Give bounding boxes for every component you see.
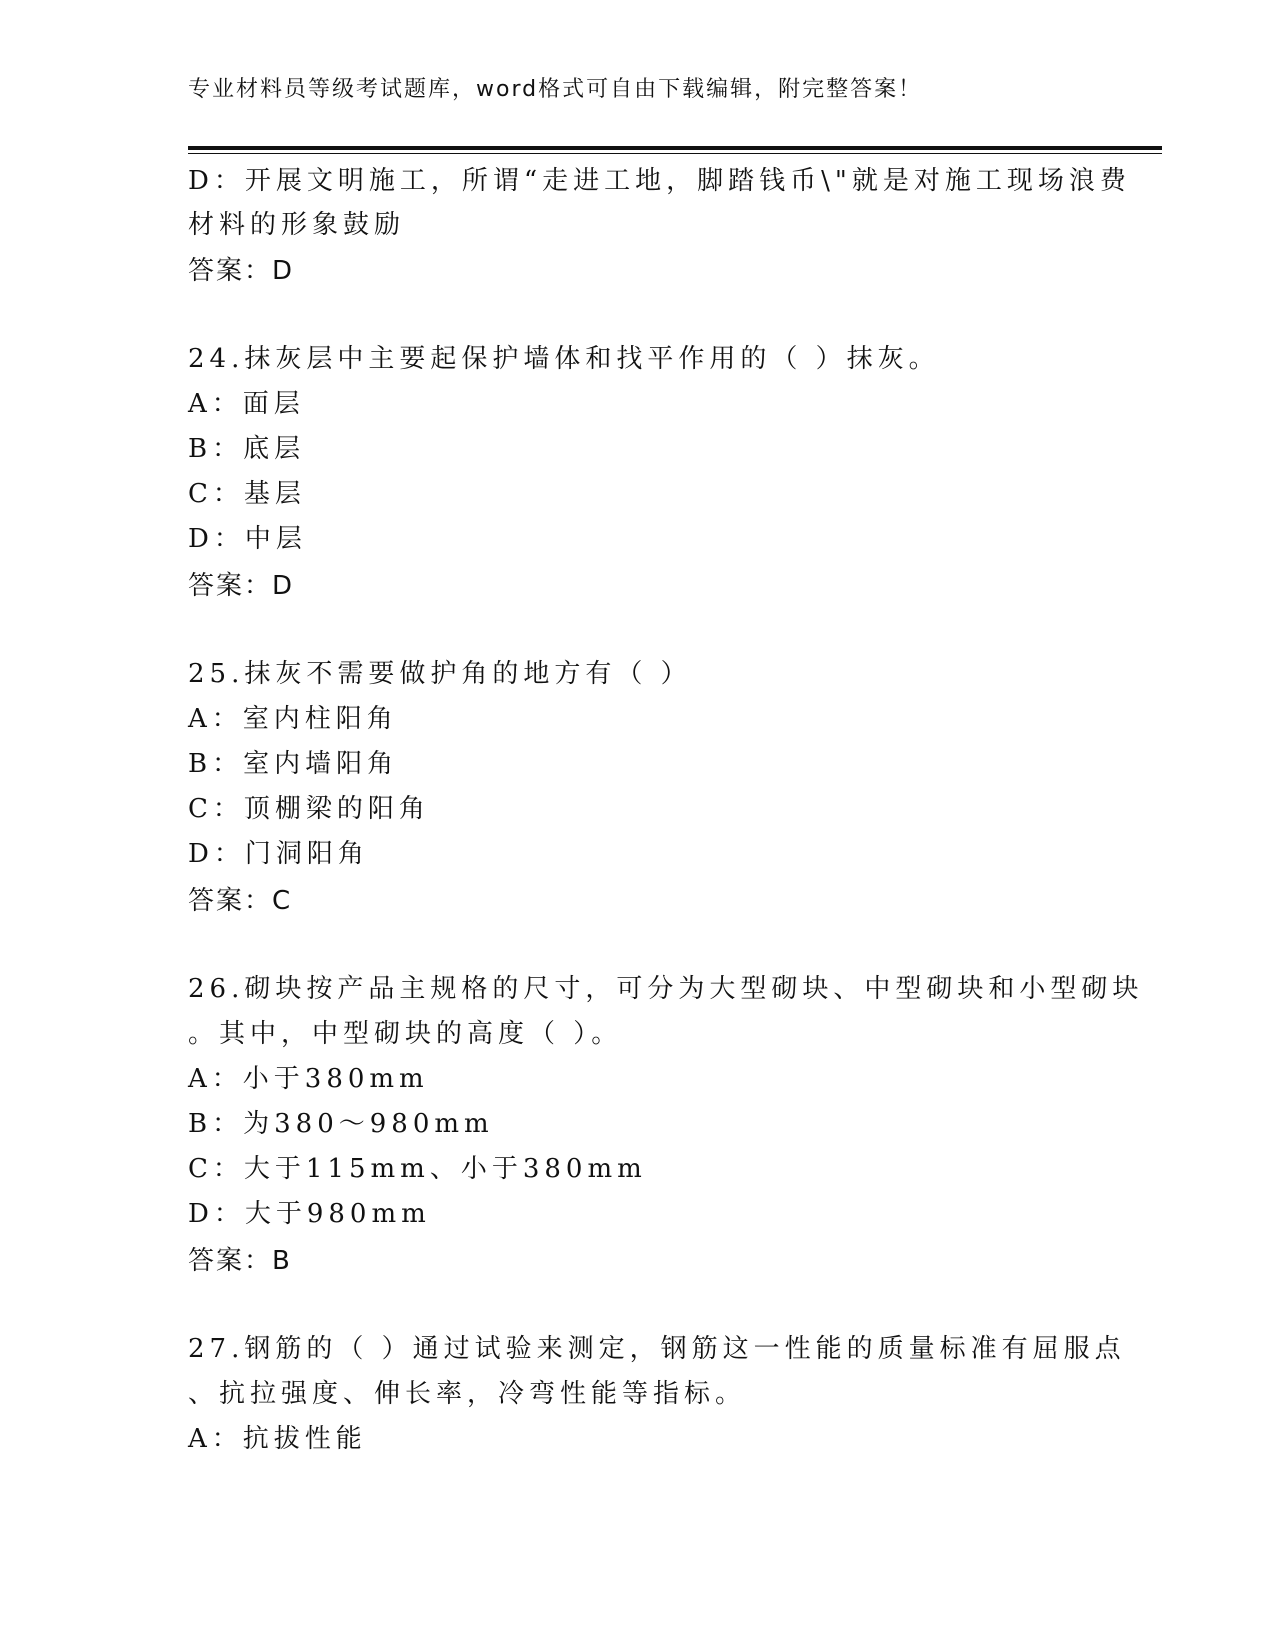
- q26-option-a: A：小于380mm: [188, 1064, 429, 1094]
- q27-stem-line2: 、抗拉强度、伸长率，冷弯性能等指标。: [188, 1379, 747, 1409]
- q24-option-d: D：中层: [188, 524, 307, 554]
- q25-option-c: C：顶棚梁的阳角: [188, 794, 430, 824]
- q27-stem-line1: 27.钢筋的（ ）通过试验来测定，钢筋这一性能的质量标准有屈服点: [188, 1334, 1126, 1364]
- q24-answer: 答案：D: [188, 571, 295, 601]
- q25-answer: 答案：C: [188, 886, 293, 916]
- q25-option-b: B：室内墙阳角: [188, 749, 399, 779]
- q26-stem-line2: 。其中，中型砌块的高度（ ）。: [188, 1019, 623, 1049]
- q26-option-d: D：大于980mm: [188, 1199, 431, 1229]
- q26-stem-line1: 26.砌块按产品主规格的尺寸，可分为大型砌块、中型砌块和小型砌块: [188, 974, 1144, 1004]
- q23-answer: 答案：D: [188, 256, 295, 286]
- q25-option-d: D：门洞阳角: [188, 839, 369, 869]
- q24-option-c: C：基层: [188, 479, 306, 509]
- q24-stem: 24.抹灰层中主要起保护墙体和找平作用的（ ）抹灰。: [188, 344, 940, 374]
- q23-option-d-line2: 材料的形象鼓励: [188, 210, 406, 240]
- header-rule-thick: [188, 146, 1162, 150]
- q27-option-a: A：抗拔性能: [188, 1424, 367, 1454]
- q26-option-c: C：大于115mm、小于380mm: [188, 1154, 647, 1184]
- q26-option-b: B：为380～980mm: [188, 1109, 494, 1139]
- q25-stem: 25.抹灰不需要做护角的地方有（ ）: [188, 659, 692, 689]
- q24-option-a: A：面层: [188, 389, 305, 419]
- q24-option-b: B：底层: [188, 434, 306, 464]
- q25-option-a: A：室内柱阳角: [188, 704, 398, 734]
- q26-answer: 答案：B: [188, 1246, 292, 1276]
- header-rule-thin: [188, 153, 1162, 154]
- q23-option-d-line1: D：开展文明施工，所谓“走进工地，脚踏钱币\"就是对施工现场浪费: [188, 166, 1131, 196]
- page-header: 专业材料员等级考试题库，word格式可自由下载编辑，附完整答案！: [188, 77, 923, 102]
